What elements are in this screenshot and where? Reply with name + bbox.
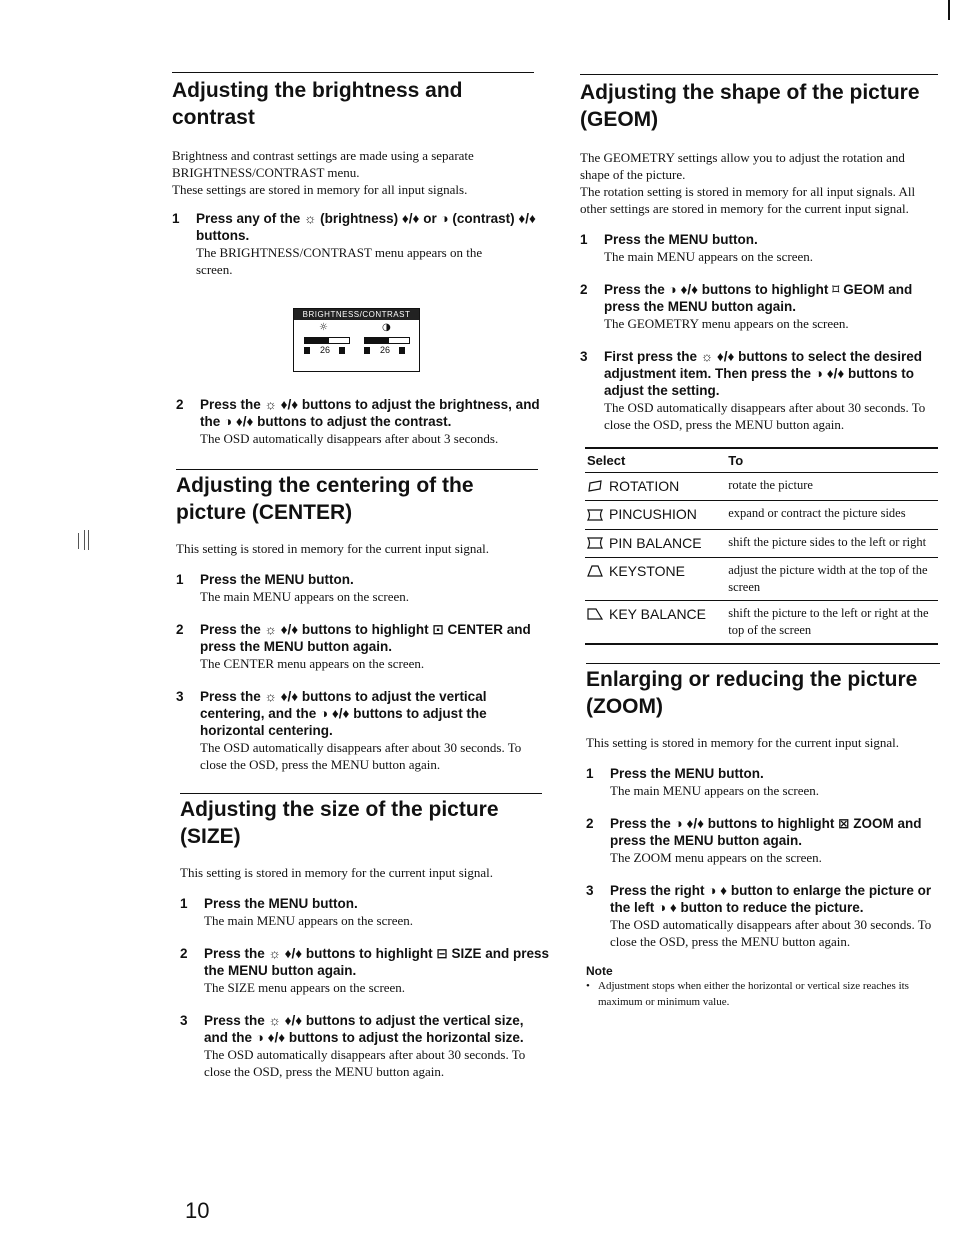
option-description: rotate the picture <box>728 473 938 501</box>
table-row <box>585 473 938 501</box>
step-description: The CENTER menu appears on the screen. <box>200 656 425 671</box>
option-name: KEYSTONE <box>609 562 685 579</box>
section-title: Adjusting the brightness and contrast <box>172 79 463 129</box>
step-description: The GEOMETRY menu appears on the screen. <box>604 316 849 331</box>
option-name: PIN BALANCE <box>609 534 702 551</box>
contrast-icon: ◑ <box>382 322 391 333</box>
option-name: PINCUSHION <box>609 506 697 523</box>
step-description: The main MENU appears on the screen. <box>610 782 820 798</box>
step-description: The OSD automatically disappears after about 30 seconds. To close the OSD, press the MENU button again. <box>610 916 932 949</box>
step-title: Press the ☼ ♦/♦ buttons to highlight ⊟ SIZE and press the MENU button again. <box>204 946 549 978</box>
table-header-select: Select <box>585 449 728 473</box>
step-number: 3 <box>180 1013 188 1028</box>
margin-mark <box>88 530 89 550</box>
intro-text: These settings are stored in memory for all input signals. <box>172 182 468 197</box>
zoom-section <box>586 663 940 1010</box>
step-2 <box>586 815 940 866</box>
step-number: 1 <box>176 572 184 587</box>
note-title: Note <box>586 963 613 978</box>
table-header-to: To <box>728 449 938 473</box>
table-row <box>585 501 938 529</box>
step-number: 3 <box>176 689 184 704</box>
step-title: First press the ☼ ♦/♦ buttons to select the desired adjustment item. Then press the ◑ ♦/♦ buttons to adjust the setting. <box>604 349 922 398</box>
step-description: The OSD automatically disappears after about 3 seconds. <box>200 431 499 446</box>
geom-table <box>585 447 938 645</box>
step-1 <box>586 765 940 799</box>
step-1 <box>172 210 540 278</box>
step-number: 2 <box>176 397 184 412</box>
intro-text: This setting is stored in memory for the current input signal. <box>586 734 900 750</box>
section-rule <box>176 469 538 470</box>
section-title: Adjusting the centering of the picture (CENTER) <box>176 474 474 524</box>
osd-brightness-contrast-menu <box>293 308 420 372</box>
brightness-section <box>172 72 540 447</box>
step-title: Press the ◑ ♦/♦ buttons to highlight ⌑ GEOM and press the MENU button again. <box>604 282 913 314</box>
step-1 <box>180 895 540 929</box>
step-description: The BRIGHTNESS/CONTRAST menu appears on the screen. <box>196 245 483 277</box>
note <box>586 964 940 1010</box>
table-row <box>585 529 938 557</box>
step-1 <box>176 571 540 605</box>
step-3 <box>586 882 940 950</box>
section-title: Enlarging or reducing the picture (ZOOM) <box>586 667 918 718</box>
option-description: adjust the picture width at the top of the screen <box>728 557 938 600</box>
step-description: The ZOOM menu appears on the screen. <box>610 849 822 865</box>
intro-text: This setting is stored in memory for the current input signal. <box>180 865 494 880</box>
section-title: Adjusting the shape of the picture (GEOM) <box>580 81 920 131</box>
osd-minus-icon <box>304 347 310 354</box>
step-number: 3 <box>586 882 594 898</box>
contrast-value: 26 <box>380 345 391 355</box>
step-title: Press the ☼ ♦/♦ buttons to highlight ⊡ CENTER and press the MENU button again. <box>200 622 531 654</box>
section-title: Adjusting the size of the picture (SIZE) <box>180 798 499 848</box>
step-3 <box>580 348 940 433</box>
step-title: Press the MENU button. <box>610 765 764 781</box>
intro-text: The rotation setting is stored in memory for all input signals. All other settings are stored in memory for the current input signal. <box>580 184 916 216</box>
key-balance-icon <box>587 606 603 624</box>
step-number: 2 <box>580 282 588 297</box>
crop-mark <box>948 0 950 20</box>
step-2 <box>176 621 540 672</box>
pin-balance-icon <box>587 535 603 553</box>
brightness-bar <box>304 337 350 344</box>
intro-text: The GEOMETRY settings allow you to adjust the rotation and shape of the picture. <box>580 150 905 182</box>
table-row <box>585 557 938 600</box>
section-rule <box>180 793 542 794</box>
step-description: The main MENU appears on the screen. <box>204 913 414 928</box>
step-3 <box>176 688 540 773</box>
step-description: The OSD automatically disappears after about 30 seconds. To close the OSD, press the MENU button again. <box>604 400 926 432</box>
osd-title: BRIGHTNESS/CONTRAST <box>294 309 419 320</box>
step-number: 1 <box>180 896 188 911</box>
step-description: The OSD automatically disappears after about 30 seconds. To close the OSD, press the MENU button again. <box>200 740 522 772</box>
step-number: 1 <box>586 765 594 781</box>
step-title: Press any of the ☼ (brightness) ♦/♦ or ◑ (contrast) ♦/♦ buttons. <box>196 211 536 243</box>
step-title: Press the MENU button. <box>204 896 358 911</box>
step-number: 1 <box>172 211 180 226</box>
contrast-bar-fill <box>365 338 389 343</box>
step-2 <box>580 281 940 332</box>
brightness-value: 26 <box>320 345 331 355</box>
contrast-bar <box>364 337 410 344</box>
step-title: Press the ◑ ♦/♦ buttons to highlight ⊠ ZOOM and press the MENU button again. <box>610 815 922 848</box>
margin-mark <box>84 530 85 550</box>
left-column <box>172 72 549 1080</box>
step-description: The main MENU appears on the screen. <box>604 249 814 264</box>
margin-mark <box>78 533 79 549</box>
section-rule <box>586 663 940 664</box>
option-description: shift the picture to the left or right at the top of the screen <box>728 605 929 637</box>
option-description: expand or contract the picture sides <box>728 501 938 529</box>
step-3 <box>180 1012 540 1080</box>
step-number: 2 <box>586 815 594 831</box>
right-column <box>580 74 940 1010</box>
step-1 <box>580 231 940 265</box>
step-title: Press the ☼ ♦/♦ buttons to adjust the brightness, and the ◑ ♦/♦ buttons to adjust the contrast. <box>200 397 540 429</box>
intro-text: Brightness and contrast settings are made using a separate BRIGHTNESS/CONTRAST menu. <box>172 148 474 180</box>
table-header-row <box>585 449 938 473</box>
step-title: Press the MENU button. <box>200 572 354 587</box>
osd-plus-icon <box>399 347 405 354</box>
geom-section <box>580 74 940 645</box>
step-title: Press the ☼ ♦/♦ buttons to adjust the vertical size, and the ◑ ♦/♦ buttons to adjust the horizontal size. <box>204 1013 524 1045</box>
step-title: Press the right ◑ ♦ button to enlarge the picture or the left ◑ ♦ button to reduce the picture. <box>610 882 932 915</box>
section-rule <box>580 74 938 75</box>
brightness-bar-fill <box>305 338 329 343</box>
note-text: • Adjustment stops when either the horizontal or vertical size reaches its maximum or minimum value. <box>586 978 938 1010</box>
pincushion-icon <box>587 507 603 525</box>
option-name: ROTATION <box>609 478 680 494</box>
step-number: 1 <box>580 232 588 247</box>
osd-plus-icon <box>339 347 345 354</box>
page-number: 10 <box>185 1198 210 1223</box>
center-section <box>176 469 540 773</box>
keystone-icon <box>587 563 603 581</box>
step-2 <box>180 945 549 996</box>
rotation-icon <box>587 478 603 496</box>
step-description: The SIZE menu appears on the screen. <box>204 980 406 995</box>
step-2 <box>176 396 540 447</box>
section-rule <box>172 72 534 73</box>
step-description: The OSD automatically disappears after about 30 seconds. To close the OSD, press the MENU button again. <box>204 1047 526 1079</box>
table-row <box>585 600 938 643</box>
size-section <box>180 793 549 1080</box>
step-description: The main MENU appears on the screen. <box>200 589 410 604</box>
step-number: 2 <box>180 946 188 961</box>
option-name: KEY BALANCE <box>609 605 707 622</box>
step-title: Press the MENU button. <box>604 232 758 247</box>
intro-text: This setting is stored in memory for the current input signal. <box>176 541 490 556</box>
step-number: 2 <box>176 622 184 637</box>
osd-minus-icon <box>364 347 370 354</box>
option-description: shift the picture sides to the left or right <box>728 529 938 557</box>
brightness-icon: ☼ <box>319 322 328 333</box>
step-number: 3 <box>580 349 588 364</box>
step-title: Press the ☼ ♦/♦ buttons to adjust the vertical centering, and the ◑ ♦/♦ buttons to adjust the horizontal centering. <box>200 689 487 738</box>
osd-figure <box>172 290 540 374</box>
